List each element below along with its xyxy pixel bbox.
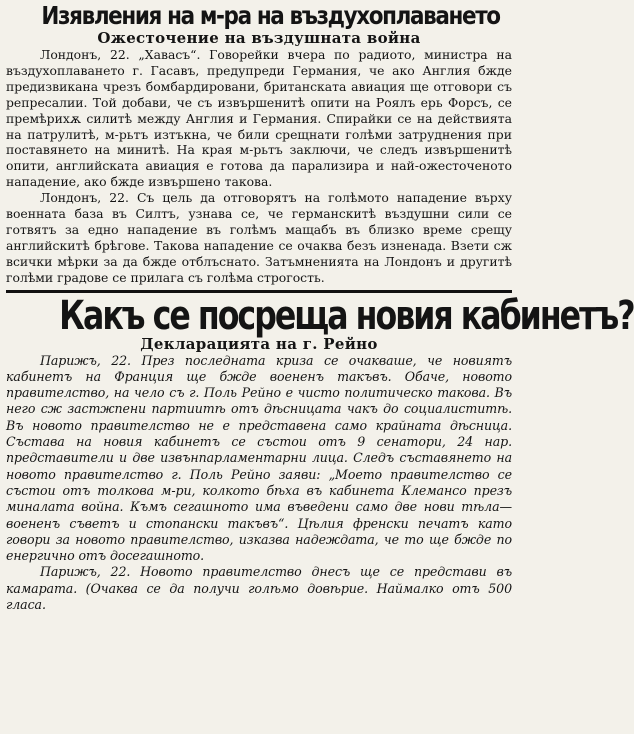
article2-subheadline: Декларацията на г. Рейно [140, 334, 378, 353]
article1-paragraph-1: Лондонъ, 22. „Хавасъ“. Говорейки вчера по радиото, министра на въздухоплаването г. Гасавъ, предупреди Германия, че ако Англия бжде предизвикана чрезъ бомбардировани, британската авиация ще отговори съ репресалии. Той добави, че съ извършенитѣ опити на Роялъ ерь Форсъ, се премѣрихѫ силитѣ между Англия и Германия. Спирайки се на действията на патрулитѣ, м-рьтъ изтъкна, че били срещнати голѣми затруднения при поставянето на минитѣ. На края м-рьтъ заключи, че следъ извършенитѣ опити, английската авиация е готова да парализира и най-ожесточеното нападение, ако бжде извършено такова. [6, 47, 512, 190]
article1-subheadline: Ожесточение на въздушната война [97, 29, 421, 47]
article2-paragraph-2: Парижъ, 22. Новото правителство днесъ ще се представи въ камарата. (Очаква се да получи голѣмо довѣрие. Наймалко отъ 500 гласа. [6, 564, 512, 613]
article1-paragraph-2: Лондонъ, 22. Съ цель да отговорятъ на голѣмото нападение върху военната база въ Силтъ, узнава се, че германскитѣ въздушни сили се готвятъ за едно нападение въ голѣмъ мащабъ въ близко време срещу английскитѣ брѣгове. Такова нападение се очаква безъ изненада. Взети сж всички мѣрки за да бжде отблъснато. Затъмненията на Лондонъ и другитѣ голѣми градове се прилага съ голѣма строгость. [6, 190, 512, 285]
article2-headline: Какъ се посреща новия кабинетъ? [59, 292, 634, 339]
article1-headline: Изявления на м-ра на въздухоплаването [41, 1, 500, 30]
newspaper-clipping [0, 1, 634, 734]
article2-paragraph-1: Парижъ, 22. През последната криза се очакваше, че новиятъ кабинетъ на Франция ще бжде воененъ такъвъ. Обаче, новото правителство, на чело съ г. Поль Рейно е чисто политическо такова. Въ него сж застжпени партиитѣ отъ дѣсницата чакъ до социалиститѣ. Въ новото правителство не е представена само крайната дѣсница. Състава на новия кабинетъ се състои отъ 9 сенатори, 24 нар. представители и две извънпарламентарни лица. Следъ съставянето на новото правителство г. Поль Рейно заяви: „Моето правителство се състои отъ толкова м-ри, колкото бѣха въ кабинета Клемансо презъ миналата война. Къмъ сегашното има въведени само две нови тѣла—воененъ съветъ и стопански такъвъ“. Цѣлия френски печатъ като говори за новото правителство, изказва надеждата, че то ще бжде по енергично отъ досегашното. [6, 352, 512, 564]
